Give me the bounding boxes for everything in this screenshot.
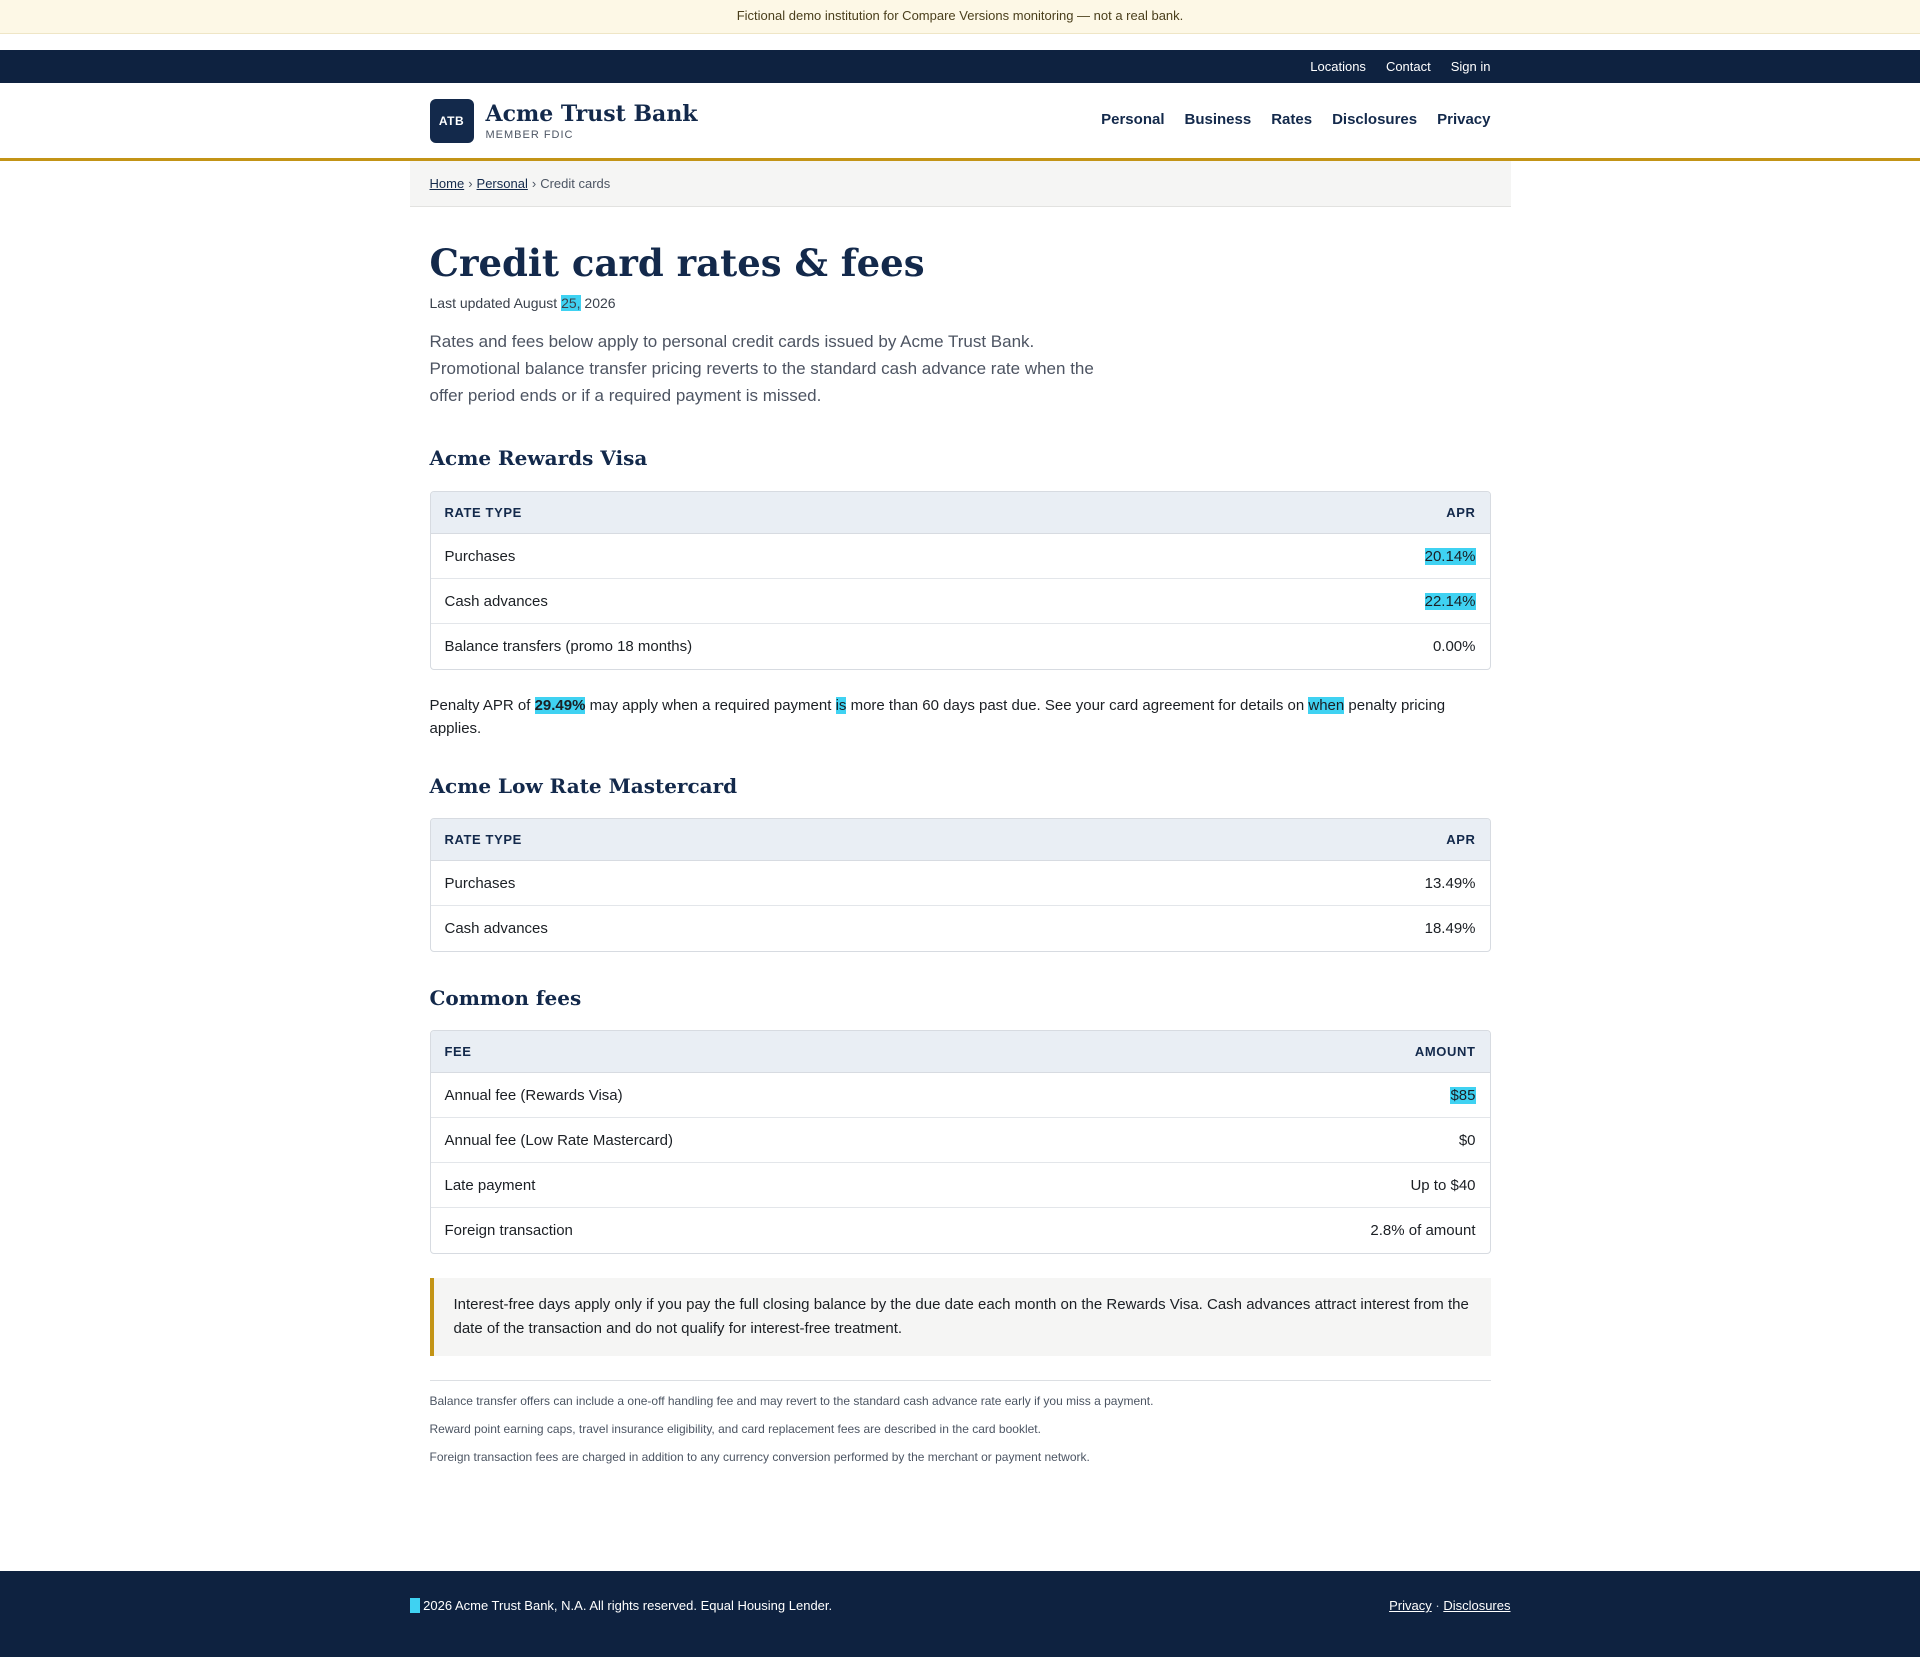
fee-name-cell: Annual fee (Low Rate Mastercard) bbox=[444, 1131, 673, 1149]
footer-link-disclosures[interactable]: Disclosures bbox=[1443, 1598, 1511, 1613]
table-row bbox=[431, 624, 1490, 669]
rate-type-cell: Purchases bbox=[444, 874, 516, 892]
footer-link-separator: · bbox=[1435, 1598, 1440, 1613]
fee-amount-cell: Up to $40 bbox=[1410, 1176, 1476, 1194]
brand-name: Acme Trust Bank bbox=[485, 101, 698, 127]
utility-link-locations[interactable]: Locations bbox=[1310, 59, 1366, 74]
rewards-visa-table bbox=[430, 491, 1491, 670]
column-header-fee: FEE bbox=[444, 1044, 472, 1059]
interest-free-callout bbox=[430, 1278, 1491, 1356]
changed-highlight: 25, bbox=[561, 295, 581, 311]
callout-text: Interest-free days apply only if you pay the full closing balance by the due date each month on the Rewards Visa. Cash advances attract interest from the date of the transaction and do not qualify for interest-free treatment. bbox=[453, 1296, 1469, 1337]
rate-type-cell: Cash advances bbox=[444, 592, 548, 610]
copyright-text: 2026 Acme Trust Bank, N.A. All rights reserved. Equal Housing Lender. bbox=[410, 1598, 833, 1613]
changed-highlight: is bbox=[835, 697, 847, 714]
column-header-amount: AMOUNT bbox=[1414, 1044, 1476, 1059]
breadcrumb-home[interactable]: Home bbox=[429, 176, 465, 191]
brand-home-link[interactable] bbox=[430, 99, 698, 143]
nav-rates[interactable]: Rates bbox=[1271, 111, 1313, 128]
table-row bbox=[431, 906, 1490, 951]
utility-link-contact[interactable]: Contact bbox=[1385, 59, 1431, 74]
utility-nav bbox=[1310, 50, 1490, 83]
common-fees-table bbox=[430, 1030, 1491, 1254]
brand-member-fdic: MEMBER FDIC bbox=[485, 129, 574, 141]
column-header-apr: APR bbox=[1446, 832, 1476, 847]
table-row bbox=[431, 861, 1490, 906]
column-header-rate-type: RATE TYPE bbox=[444, 832, 522, 847]
rate-type-cell: Purchases bbox=[444, 547, 516, 565]
page-title: Credit card rates & fees bbox=[429, 241, 925, 285]
nav-disclosures[interactable]: Disclosures bbox=[1332, 111, 1418, 128]
table-row bbox=[431, 1073, 1490, 1118]
table-header bbox=[431, 819, 1490, 861]
fine-print-item: Balance transfer offers can include a one-off handling fee and may revert to the standard cash advance rate early if you miss a payment. bbox=[429, 1394, 1154, 1408]
rate-type-cell: Balance transfers (promo 18 months) bbox=[444, 638, 693, 655]
site-footer bbox=[0, 1571, 1920, 1657]
low-rate-mastercard-table bbox=[430, 818, 1491, 952]
fee-amount-cell: $0 bbox=[1458, 1131, 1476, 1149]
main-content bbox=[410, 241, 1511, 1465]
apr-cell: 20.14% bbox=[1424, 547, 1476, 565]
apr-cell: 0.00% bbox=[1432, 638, 1476, 655]
table-row bbox=[431, 1163, 1490, 1208]
changed-highlight: when bbox=[1308, 697, 1345, 714]
page-wrap bbox=[410, 161, 1511, 1465]
fee-name-cell: Annual fee (Rewards Visa) bbox=[444, 1086, 623, 1104]
common-fees-heading: Common fees bbox=[429, 986, 582, 1010]
low-rate-mastercard-heading: Acme Low Rate Mastercard bbox=[429, 774, 738, 798]
fee-name-cell: Foreign transaction bbox=[444, 1222, 573, 1239]
table-row bbox=[431, 579, 1490, 624]
column-header-rate-type: RATE TYPE bbox=[444, 505, 522, 520]
intro-paragraph: Rates and fees below apply to personal credit cards issued by Acme Trust Bank. Promotional balance transfer pricing reverts to the standard cash advance rate when the offer period ends or if a required payment is missed. bbox=[429, 332, 1094, 405]
fine-print-item: Reward point earning caps, travel insurance eligibility, and card replacement fees are described in the card booklet. bbox=[429, 1422, 1041, 1436]
nav-privacy[interactable]: Privacy bbox=[1437, 111, 1491, 128]
rewards-visa-heading: Acme Rewards Visa bbox=[429, 446, 648, 470]
nav-personal[interactable]: Personal bbox=[1101, 111, 1165, 128]
utility-link-sign-in[interactable]: Sign in bbox=[1450, 59, 1491, 74]
table-row bbox=[431, 534, 1490, 579]
breadcrumb-personal[interactable]: Personal bbox=[476, 176, 528, 191]
site-header bbox=[0, 83, 1920, 161]
penalty-apr-note: Penalty APR of 29.49% may apply when a required payment is more than 60 days past due. See your card agreement for details on when penalty pricing applies. bbox=[429, 697, 1446, 737]
last-updated: Last updated August 25, 2026 bbox=[429, 295, 616, 311]
demo-banner-text: Fictional demo institution for Compare Versions monitoring — not a real bank. bbox=[736, 8, 1184, 23]
fee-name-cell: Late payment bbox=[444, 1176, 536, 1194]
demo-banner bbox=[0, 0, 1920, 34]
bank-logo-icon: ATB bbox=[430, 99, 474, 143]
nav-business[interactable]: Business bbox=[1184, 111, 1252, 128]
table-header bbox=[431, 492, 1490, 534]
changed-highlight bbox=[410, 1598, 420, 1613]
breadcrumb-current: Credit cards bbox=[540, 176, 611, 191]
main-nav bbox=[1101, 111, 1490, 128]
breadcrumb-separator: › bbox=[531, 176, 537, 191]
breadcrumb-separator: › bbox=[468, 176, 473, 191]
utility-bar bbox=[0, 50, 1920, 83]
fee-amount-cell: 2.8% of amount bbox=[1370, 1222, 1476, 1239]
penalty-apr-value: 29.49% bbox=[534, 697, 586, 714]
breadcrumb bbox=[410, 161, 1511, 207]
fine-print bbox=[430, 1380, 1491, 1465]
banner-gap bbox=[0, 34, 1920, 50]
footer-links bbox=[1389, 1598, 1510, 1613]
column-header-apr: APR bbox=[1446, 505, 1476, 520]
apr-cell: 18.49% bbox=[1424, 920, 1476, 937]
apr-cell: 22.14% bbox=[1424, 592, 1476, 610]
fine-print-item: Foreign transaction fees are charged in addition to any currency conversion performed by the merchant or payment network. bbox=[429, 1450, 1090, 1464]
table-row bbox=[431, 1118, 1490, 1163]
table-header bbox=[431, 1031, 1490, 1073]
apr-cell: 13.49% bbox=[1424, 874, 1476, 892]
rate-type-cell: Cash advances bbox=[444, 920, 548, 937]
fee-amount-cell: $85 bbox=[1450, 1086, 1476, 1104]
footer-link-privacy[interactable]: Privacy bbox=[1389, 1598, 1432, 1613]
table-row bbox=[431, 1208, 1490, 1253]
